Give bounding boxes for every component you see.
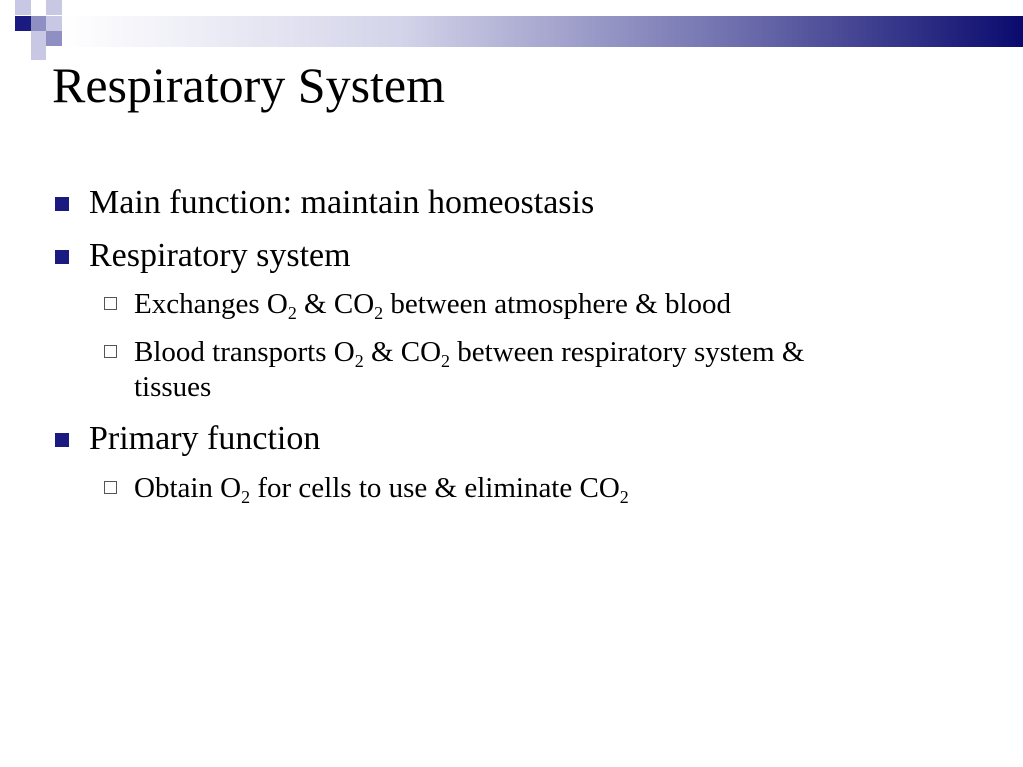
slide-title: Respiratory System — [52, 57, 446, 113]
sub-bullet-blood-transports-continued — [134, 370, 211, 404]
hollow-square-bullet-icon — [104, 345, 117, 358]
sub-bullet-obtain — [134, 471, 629, 505]
square-bullet-icon — [55, 197, 69, 211]
bullet-text: Primary function — [89, 420, 321, 457]
bullet-respiratory-system — [89, 236, 351, 276]
hollow-square-bullet-icon — [104, 481, 117, 494]
sub-bullet-exchanges — [134, 287, 731, 321]
sub-bullet-text: Blood transports $O_2$ & $CO_2$ between respiratory system & — [134, 336, 805, 371]
sub-bullet-text: tissues — [134, 371, 212, 403]
bullet-text: Main function: maintain homeostasis — [89, 184, 595, 221]
sub-bullet-text: Obtain $O_2$ for cells to use & eliminate $CO_2$ — [134, 472, 629, 507]
sub-bullet-text: Exchanges $O_2$ & $CO_2$ between atmosphere & blood — [134, 288, 732, 323]
bullet-main-function — [89, 183, 594, 223]
square-bullet-icon — [55, 433, 69, 447]
hollow-square-bullet-icon — [104, 297, 117, 310]
square-bullet-icon — [55, 250, 69, 264]
sub-bullet-blood-transports — [134, 335, 804, 369]
bullet-primary-function — [89, 419, 320, 459]
bullet-text: Respiratory system — [89, 237, 351, 274]
